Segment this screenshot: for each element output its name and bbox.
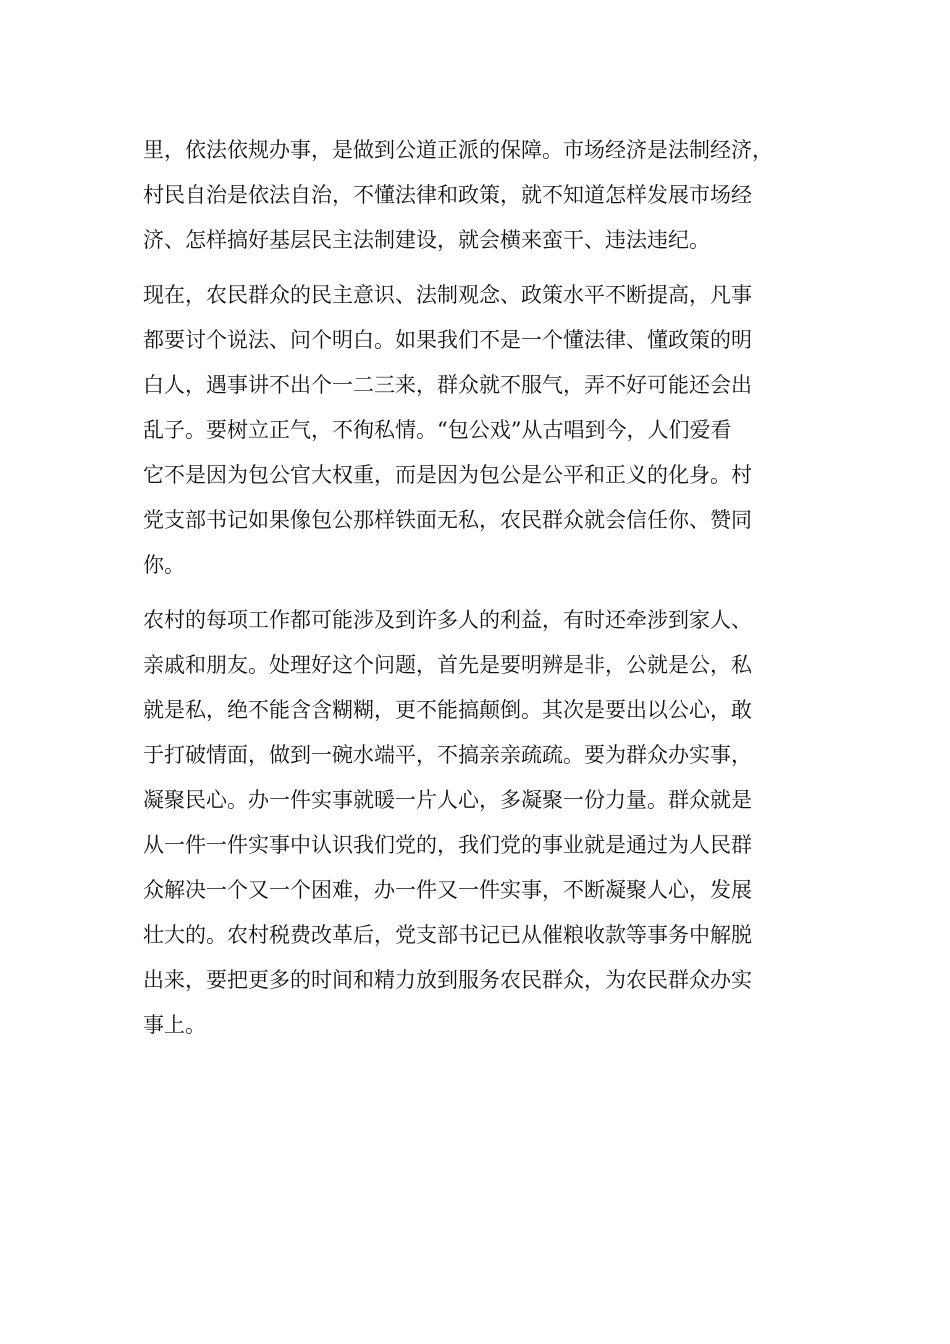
text-line: 事上。 [143, 1013, 206, 1037]
paragraph-2 [143, 273, 803, 588]
text-line: 壮大的。农村税费改革后，党支部书记已从催粮收款等事务中解脱 [143, 923, 752, 947]
text-line: 从一件一件实事中认识我们党的，我们党的事业就是通过为人民群 [143, 833, 752, 857]
text-line: 它不是因为包公官大权重，而是因为包公是公平和正义的化身。村 [143, 463, 752, 487]
text-line: 凝聚民心。办一件实事就暖一片人心，多凝聚一份力量。群众就是 [143, 788, 752, 812]
paragraph-3 [143, 598, 803, 1048]
text-line: 济、怎样搞好基层民主法制建设，就会横来蛮干、违法违纪。 [143, 228, 710, 252]
text-line: 出来，要把更多的时间和精力放到服务农民群众，为农民群众办实 [143, 968, 752, 992]
text-line: 都要讨个说法、问个明白。如果我们不是一个懂法律、懂政策的明 [143, 328, 752, 352]
text-line: 众解决一个又一个困难，办一件又一件实事，不断凝聚人心，发展 [143, 878, 752, 902]
paragraph-1 [143, 128, 803, 263]
text-line: 现在，农民群众的民主意识、法制观念、政策水平不断提高，凡事 [143, 283, 752, 307]
text-line: 于打破情面，做到一碗水端平，不搞亲亲疏疏。要为群众办实事， [143, 743, 752, 767]
text-line: 农村的每项工作都可能涉及到许多人的利益，有时还牵涉到家人、 [143, 608, 752, 632]
text-line: 你。 [143, 553, 185, 577]
document-body [143, 128, 803, 1048]
text-line: 亲戚和朋友。处理好这个问题，首先是要明辨是非，公就是公，私 [143, 653, 752, 677]
text-line: 白人，遇事讲不出个一二三来，群众就不服气，弄不好可能还会出 [143, 373, 752, 397]
text-line: 乱子。要树立正气，不徇私情。“包公戏”从古唱到今，人们爱看 [143, 418, 732, 442]
text-line: 里，依法依规办事，是做到公道正派的保障。市场经济是法制经济， [143, 138, 773, 162]
text-line: 就是私，绝不能含含糊糊，更不能搞颠倒。其次是要出以公心，敢 [143, 698, 752, 722]
text-line: 党支部书记如果像包公那样铁面无私，农民群众就会信任你、赞同 [143, 508, 752, 532]
text-line: 村民自治是依法自治，不懂法律和政策，就不知道怎样发展市场经 [143, 183, 752, 207]
